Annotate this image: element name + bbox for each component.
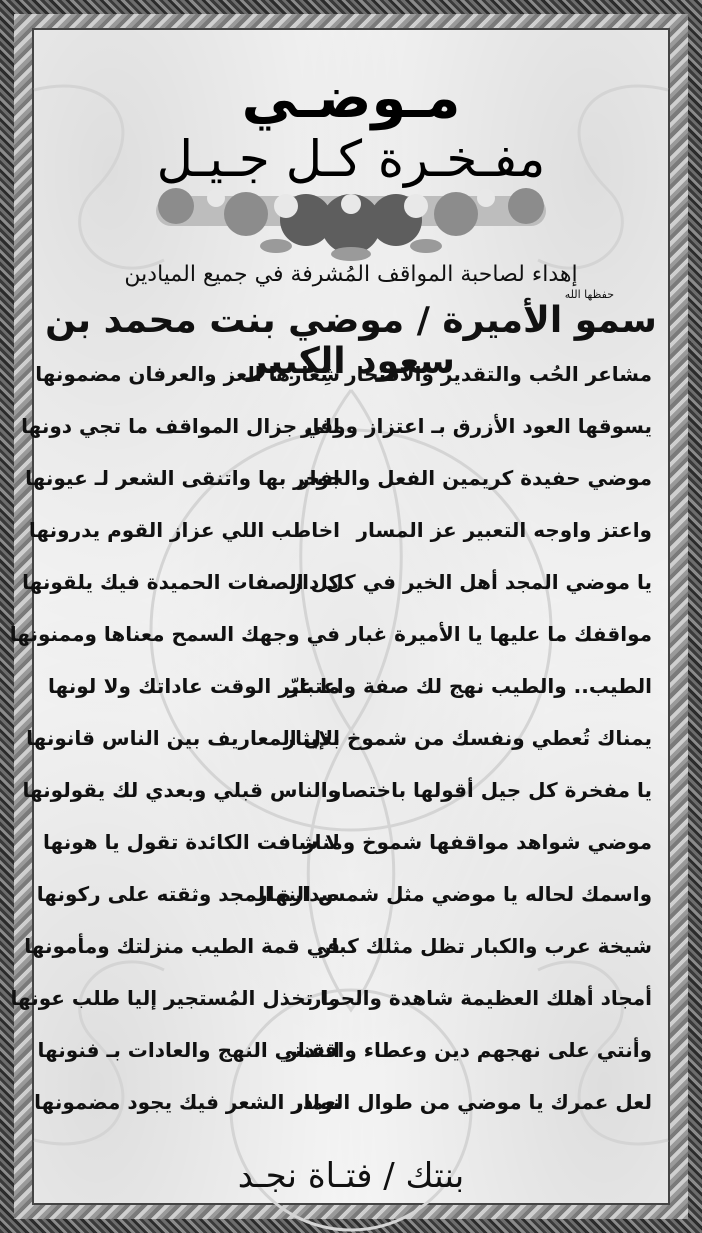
verse-row: [34, 882, 668, 922]
verse-second-hemistich: للي جزال المواقف ما تجي دونها: [21, 414, 340, 438]
verse-first-hemistich: شيخة عرب والكبار تظل مثلك كبار: [319, 934, 652, 958]
verse-row: [34, 1038, 668, 1078]
verse-row: [34, 830, 668, 870]
verse-first-hemistich: يمناك تُعطي ونفسك من شموخ الإيثار: [283, 726, 652, 750]
flower-garland-icon: [136, 176, 566, 262]
verse-row: [22, 570, 668, 610]
poet-signature: بنتك / فتـاة نجـد: [237, 1156, 465, 1196]
verse-row: [10, 986, 668, 1026]
verse-first-hemistich: أمجاد أهلك العظيمة شاهدة والحرار: [309, 986, 652, 1010]
poem-subtitle: مفـخـرة كـل جـيـل: [156, 130, 546, 188]
verse-first-hemistich: مشاعر الحُب والتقدير والافتخار: [345, 362, 652, 386]
poem-title: مـوضـي: [241, 66, 461, 131]
verse-row: [9, 622, 668, 662]
verse-second-hemistich: في قمة الطيب منزلتك ومأمونها: [24, 934, 340, 958]
poem-page: [9, 28, 670, 1205]
verse-first-hemistich: واسمك لحاله يا موضي مثل شمس النهار: [256, 882, 652, 906]
verse-first-hemistich: يا موضي المجد أهل الخير في كل دار: [290, 570, 652, 594]
verse-first-hemistich: وأنتي على نهجهم دين وعطاء واقتدار: [286, 1038, 652, 1062]
verse-first-hemistich: مواقفك ما عليها يا الأميرة غبار: [346, 622, 652, 646]
verse-first-hemistich: لعل عمرك يا موضي من طوال العمار: [292, 1090, 652, 1114]
verse-second-hemistich: افخر بها واتنقى الشعر لـ عيونها: [25, 466, 340, 490]
verse-first-hemistich: موضي حفيدة كريمين الفعل والجوار: [298, 466, 652, 490]
verse-first-hemistich: يسوقها العود الأزرق بـ اعتزاز ووقار: [301, 414, 652, 438]
verse-row: [34, 1090, 668, 1130]
verse-row: [25, 466, 668, 506]
verse-row: [28, 518, 668, 558]
verse-row: [21, 414, 668, 454]
verse-second-hemistich: لا شافت الكائدة تقول يا هونها: [43, 830, 340, 854]
verse-first-hemistich: واعتز واوجه التعبير عز المسار: [356, 518, 652, 542]
verse-second-hemistich: اتقنتي النهج والعادات بـ فنونها: [37, 1038, 340, 1062]
verse-second-hemistich: اخاطب اللي عزاز القوم يدرونها: [28, 518, 340, 542]
verse-row: [24, 934, 668, 974]
verse-row: [34, 362, 668, 402]
dedicatee-name: سمو الأميرة / موضي بنت محمد بن سعود الكبير: [45, 300, 657, 382]
verse-second-hemistich: في وجهك السمح معناها وممنونها: [9, 622, 340, 646]
verse-second-hemistich: ما غيّر الوقت عاداتك ولا لونها: [48, 674, 340, 698]
verse-first-hemistich: يا مفخرة كل جيل أقولها باختصار: [329, 778, 652, 802]
verse-second-hemistich: والناس قبلي وبعدي لك يقولونها: [22, 778, 340, 802]
verse-row: [34, 674, 668, 714]
verse-row: [26, 726, 668, 766]
verse-first-hemistich: الطيب.. والطيب نهج لك صفة واعتبار: [287, 674, 652, 698]
honorific-note: حفظها الله: [564, 288, 614, 301]
dedication-line: إهداء لصاحبة المواقف المُشرفة في جميع الميادين: [124, 262, 578, 287]
verse-second-hemistich: نوادر الشعر فيك يجود مضمونها: [34, 1090, 340, 1114]
verse-second-hemistich: صدارة المجد وثقته على ركونها: [36, 882, 340, 906]
verse-second-hemistich: بذل المعاريف بين الناس قانونها: [26, 726, 340, 750]
verse-second-hemistich: شِعارها العز والعرفان مضمونها: [35, 362, 340, 386]
verse-second-hemistich: ما تخذل المُستجير إليا طلب عونها: [10, 986, 340, 1010]
verse-row: [22, 778, 668, 818]
verse-second-hemistich: كل الصفات الحميدة فيك يلقونها: [22, 570, 340, 594]
verse-first-hemistich: موضي شواهد مواقفها شموخ ومنار: [303, 830, 652, 854]
